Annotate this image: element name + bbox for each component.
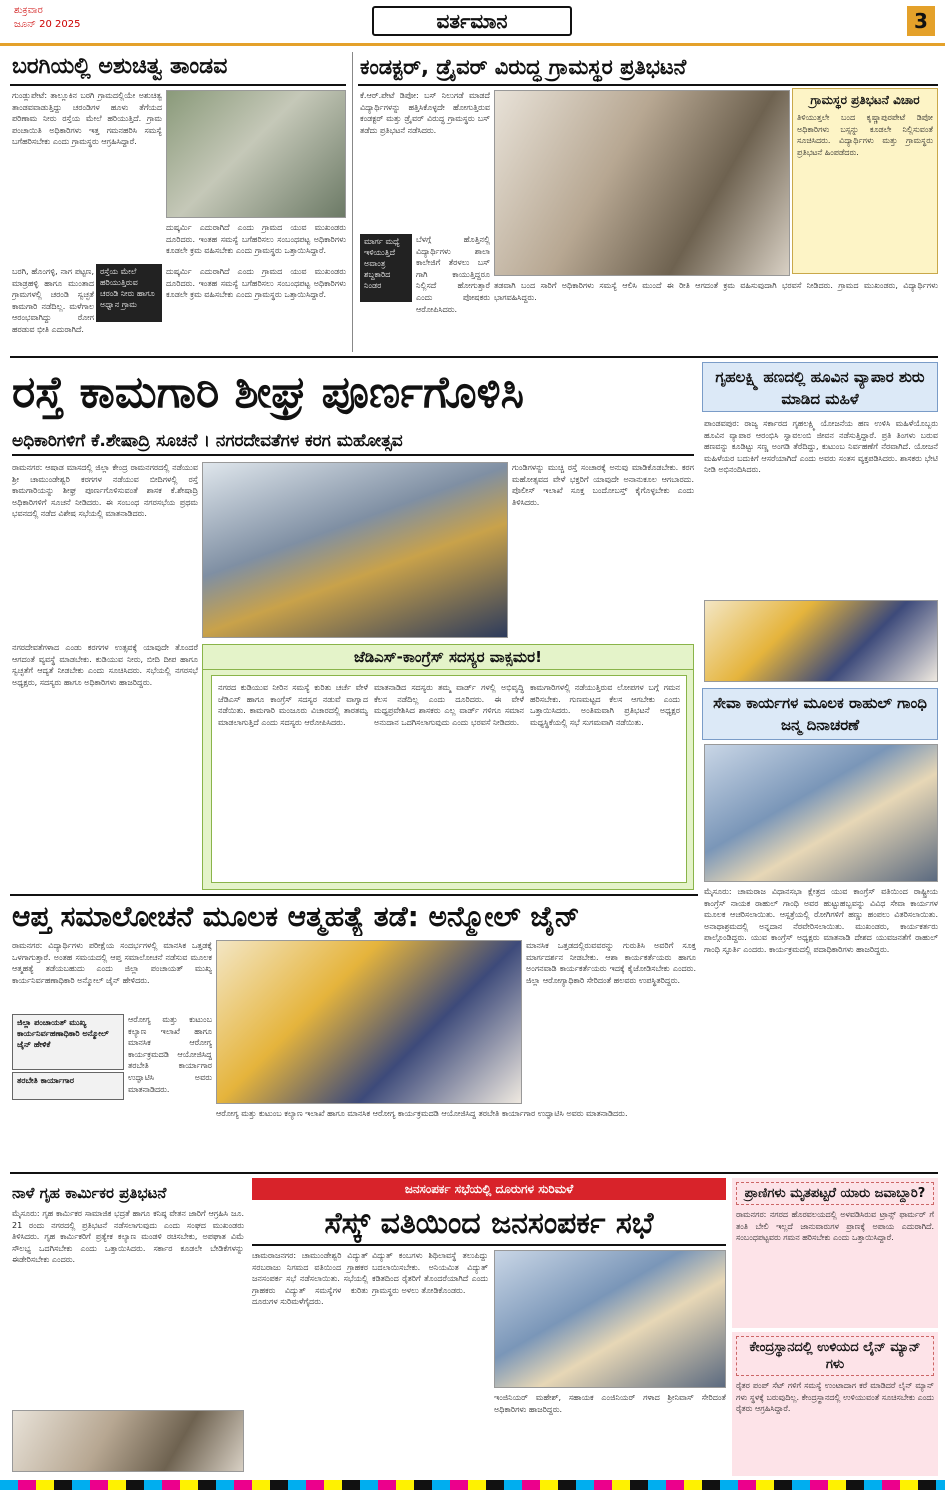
story5-photo xyxy=(704,744,938,882)
story10-headline: ಕೇಂದ್ರಸ್ಥಾನದಲ್ಲಿ ಉಳಿಯದ ಲೈನ್ ಮ್ಯಾನ್ ಗಳು xyxy=(736,1336,934,1376)
story6-caption: ಜಿಲ್ಲಾ ಪಂಚಾಯತ್ ಮುಖ್ಯ ಕಾರ್ಯನಿರ್ವಹಣಾಧಿಕಾರಿ ಅನ್ಮೋಲ್ ಜೈನ್ ಹೇಳಿಕೆ xyxy=(12,1014,124,1070)
page-number: 3 xyxy=(907,6,935,36)
story10-body: ರೈತರ ಪಂಪ್ ಸೆಟ್ ಗಳಿಗೆ ಸಮಸ್ಯೆ ಉಂಟಾದಾಗ ಕರೆ ಮಾಡಿದರೆ ಲೈನ್ ಮ್ಯಾನ್ ಗಳು ಸ್ಥಳಕ್ಕೆ ಬರುವುದಿಲ್ಲ. ಕೇಂದ್ರಸ್ಥಾನದಲ್ಲಿ ಉಳಿಯುವಂತೆ ಸೂಚಿಸಬೇಕು ಎಂದು ರೈತರು ಆಗ್ರಹಿಸಿದ್ದಾರೆ. xyxy=(736,1381,934,1414)
story9-box xyxy=(732,1178,938,1328)
story7-photo xyxy=(12,1410,244,1472)
story1-body-b: ಬರಗಿ, ಹೊಂಗಳ್ಳಿ, ನಾಗ ಪಟ್ಟಣ, ಮಾಡ್ರಹಳ್ಳಿ ಹಾಗೂ ಮುಂತಾದ ಗ್ರಾಮಗಳಲ್ಲಿ ಚರಂಡಿ ಸ್ವಚ್ಛತೆ ಕಾಮಗಾರಿ ನಡೆದಿಲ್ಲ. ಮಳೆಗಾಲ ಆರಂಭವಾಗಿದ್ದು ರೋಗ ಹರಡುವ ಭೀತಿ ಎದುರಾಗಿದೆ. xyxy=(12,267,94,334)
story3-meeting-photo xyxy=(202,462,508,638)
jds-col-2: ಮಾತನಾಡಿದ ಸದಸ್ಯರು ತಮ್ಮ ವಾರ್ಡ್ ಗಳಲ್ಲಿ ಅಭಿವೃದ್ಧಿ ಕೆಲಸ ನಡೆದಿಲ್ಲ ಎಂದು ದೂರಿದರು. ಈ ವೇಳೆ ಮಧ್ಯಪ್ರವೇಶಿಸಿದ ಶಾಸಕರು ಎಲ್ಲ ವಾರ್ಡ್ ಗಳಿಗೂ ಸಮಾನ ಅನುದಾನ ಒದಗಿಸಲಾಗುವುದು ಎಂದು ಭರವಸೆ ನೀಡಿದರು. xyxy=(374,683,524,727)
story8-caption: ಇಂಜಿನಿಯರ್ ಮಹೇಶ್, ಸಹಾಯಕ ಎಂಜಿನಿಯರ್ ಗಳಾದ ಶ್ರೀನಿವಾಸ್ ಸೇರಿದಂತೆ ಅಧಿಕಾರಿಗಳು ಹಾಜರಿದ್ದರು. xyxy=(494,1393,726,1414)
masthead-title: ವರ್ತಮಾನ xyxy=(372,6,572,36)
story1-body-c-lead: ದುಷ್ಕರ್ಮಿ ಎದುರಾಗಿದೆ ಎಂದು ಗ್ರಾಮದ ಯುವ ಮುಖಂಡರು ದೂರಿದರು. ಇಂತಹ ಸಮಸ್ಯೆ ಬಗೆಹರಿಸಲು ಸಂಬಂಧಪಟ್ಟ ಅಧಿಕಾರಿಗಳು ಕೂಡಲೇ ಕ್ರಮ ವಹಿಸಬೇಕು ಎಂದು ಗ್ರಾಮಸ್ಥರು ಒತ್ತಾಯಿಸಿದ್ದಾರೆ. xyxy=(166,223,346,256)
story4-header-box xyxy=(702,362,938,412)
section-rule-2 xyxy=(10,894,698,896)
story6-headline: ಆಪ್ತ ಸಮಾಲೋಚನೆ ಮೂಲಕ ಆತ್ಮಹತ್ಯೆ ತಡೆ: ಅನ್ಮೋಲ್ ಜೈನ್ xyxy=(12,900,580,933)
story2-box xyxy=(792,88,938,274)
story6-caption2: ತರಬೇತಿ ಕಾರ್ಯಾಗಾರ xyxy=(12,1072,124,1100)
story3-body-c: ಗುಂಡಿಗಳನ್ನು ಮುಚ್ಚಿ ರಸ್ತೆ ಸಂಚಾರಕ್ಕೆ ಅನುವು ಮಾಡಿಕೊಡಬೇಕು. ಕರಗ ಮಹೋತ್ಸವದ ವೇಳೆ ಭಕ್ತರಿಗೆ ಯಾವುದೇ ಅನಾನುಕೂಲ ಆಗಬಾರದು. ಪೊಲೀಸ್ ಇಲಾಖೆ ಸೂಕ್ತ ಬಂದೋಬಸ್ತ್ ಕೈಗೊಳ್ಳಬೇಕು ಎಂದು ತಿಳಿಸಿದರು. xyxy=(512,463,694,507)
jds-col-3: ಕಾಮಗಾರಿಗಳಲ್ಲಿ ನಡೆಯುತ್ತಿರುವ ಲೋಪಗಳ ಬಗ್ಗೆ ಗಮನ ಹರಿಸಬೇಕು. ಗುಣಮಟ್ಟದ ಕೆಲಸ ಆಗಬೇಕು ಎಂದು ಒತ್ತಾಯಿಸಿದರು. ಅಂತಿಮವಾಗಿ ಪ್ರತಿಭಟನೆ ಅಧ್ಯಕ್ಷರ ಮಧ್ಯಸ್ಥಿಕೆಯಲ್ಲಿ ಸಭೆ ಸುಗಮವಾಗಿ ನಡೆಯಿತು. xyxy=(530,683,680,727)
story1-headline: ಬರಗಿಯಲ್ಲಿ ಅಶುಚಿತ್ವ ತಾಂಡವ xyxy=(12,54,228,79)
story8-photo xyxy=(494,1250,726,1388)
story4-headline: ಗೃಹಲಕ್ಷ್ಮಿ ಹಣದಲ್ಲಿ ಹೂವಿನ ವ್ಯಾಪಾರ ಶುರು ಮಾಡಿದ ಮಹಿಳೆ xyxy=(715,368,925,408)
story6-body-b-cont: ಆರೋಗ್ಯ ಮತ್ತು ಕುಟುಂಬ ಕಲ್ಯಾಣ ಇಲಾಖೆ ಹಾಗೂ ಮಾನಸಿಕ ಆರೋಗ್ಯ ಕಾರ್ಯಕ್ರಮದಡಿ ಆಯೋಜಿಸಿದ್ದ ತರಬೇತಿ ಕಾರ್ಯಾಗಾರ ಉದ್ಘಾಟಿಸಿ ಅವರು ಮಾತನಾಡಿದರು. xyxy=(216,1109,628,1118)
story1-road-photo xyxy=(166,90,346,218)
story5-body: ಮೈಸೂರು: ಚಾಮರಾಜ ವಿಧಾನಸಭಾ ಕ್ಷೇತ್ರದ ಯುವ ಕಾಂಗ್ರೆಸ್ ವತಿಯಿಂದ ರಾಷ್ಟ್ರೀಯ ಕಾಂಗ್ರೆಸ್ ನಾಯಕ ರಾಹುಲ್ ಗಾಂಧಿ ಅವರ ಹುಟ್ಟುಹಬ್ಬವನ್ನು ವಿವಿಧ ಸೇವಾ ಕಾರ್ಯಗಳ ಮೂಲಕ ಆಚರಿಸಲಾಯಿತು. ಆಸ್ಪತ್ರೆಯಲ್ಲಿ ರೋಗಿಗಳಿಗೆ ಹಣ್ಣು ಹಂಪಲು ವಿತರಿಸಲಾಯಿತು. ಅನಾಥಾಶ್ರಮದಲ್ಲಿ ಅನ್ನದಾನ ನೆರವೇರಿಸಲಾಯಿತು. ಮುಖಂಡರು, ಕಾರ್ಯಕರ್ತರು ಪಾಲ್ಗೊಂಡಿದ್ದರು. ಯುವ ಕಾಂಗ್ರೆಸ್ ಅಧ್ಯಕ್ಷರು ಮಾತನಾಡಿ ದೇಶದ ಯುವಜನತೆಗೆ ರಾಹುಲ್ ಗಾಂಧಿ ಸ್ಫೂರ್ತಿ ಎಂದರು. ಕಾರ್ಯಕ್ರಮದಲ್ಲಿ ಪದಾಧಿಕಾರಿಗಳು ಹಾಜರಿದ್ದರು. xyxy=(704,887,938,954)
story3-body-b: ನಗರದೇವತೆಗಳಾದ ಎಂಡು ಕರಗಗಳ ಉತ್ಸವಕ್ಕೆ ಯಾವುದೇ ತೊಂದರೆ ಆಗದಂತೆ ವ್ಯವಸ್ಥೆ ಮಾಡಬೇಕು. ಕುಡಿಯುವ ನೀರು, ಬೀದಿ ದೀಪ ಹಾಗೂ ಸ್ವಚ್ಛತೆಗೆ ಆದ್ಯತೆ ನೀಡಬೇಕು ಎಂದು ಸೂಚಿಸಿದರು. ಸಭೆಯಲ್ಲಿ ನಗರಸಭೆ ಅಧ್ಯಕ್ಷರು, ಸದಸ್ಯರು ಹಾಗೂ ಅಧಿಕಾರಿಗಳು ಹಾಜರಿದ್ದರು. xyxy=(12,643,198,687)
column-divider xyxy=(352,52,353,352)
story7-body: ಮೈಸೂರು: ಗೃಹ ಕಾರ್ಮಿಕರ ಸಾಮಾಜಿಕ ಭದ್ರತೆ ಹಾಗೂ ಕನಿಷ್ಠ ವೇತನ ಜಾರಿಗೆ ಆಗ್ರಹಿಸಿ ಜೂ. 21 ರಂದು ನಗರದಲ್ಲಿ ಪ್ರತಿಭಟನೆ ನಡೆಸಲಾಗುವುದು ಎಂದು ಸಂಘದ ಮುಖಂಡರು ತಿಳಿಸಿದರು. ಗೃಹ ಕಾರ್ಮಿಕರಿಗೆ ಪ್ರತ್ಯೇಕ ಕಲ್ಯಾಣ ಮಂಡಳಿ ರಚಿಸಬೇಕು, ಅಪಘಾತ ವಿಮೆ ಸೌಲಭ್ಯ ಒದಗಿಸಬೇಕು ಎಂದು ಒತ್ತಾಯಿಸಿದರು. ಸರ್ಕಾರ ಕೂಡಲೇ ಬೇಡಿಕೆಗಳನ್ನು ಈಡೇರಿಸಬೇಕು ಎಂದರು. xyxy=(12,1209,244,1265)
story6-photo xyxy=(216,940,522,1104)
story8-headline: ಸೆಸ್ಕ್ ವತಿಯಿಂದ ಜನಸಂಪರ್ಕ ಸಭೆ xyxy=(252,1202,726,1246)
jds-box xyxy=(202,644,694,890)
story1-body-a: ಗುಂಡ್ಲುಪೇಟೆ: ತಾಲ್ಲೂಕಿನ ಬರಗಿ ಗ್ರಾಮದಲ್ಲಿಯೇ ಅಶುಚಿತ್ವ ತಾಂಡವವಾಡುತ್ತಿದ್ದು ಚರಂಡಿಗಳ ಹೂಳು ತೆಗೆಯದ ಪರಿಣಾಮ ನೀರು ರಸ್ತೆಯ ಮೇಲೆ ಹರಿಯುತ್ತಿದೆ. ಗ್ರಾಮ ಪಂಚಾಯಿತಿ ಅಧಿಕಾರಿಗಳು ಇತ್ತ ಗಮನಹರಿಸಿ ಸಮಸ್ಯೆ ಬಗೆಹರಿಸಬೇಕು ಎಂದು ಗ್ರಾಮಸ್ಥರು ಆಗ್ರಹಿಸಿದ್ದಾರೆ. xyxy=(12,91,162,147)
story6-body-b: ಆರೋಗ್ಯ ಮತ್ತು ಕುಟುಂಬ ಕಲ್ಯಾಣ ಇಲಾಖೆ ಹಾಗೂ ಮಾನಸಿಕ ಆರೋಗ್ಯ ಕಾರ್ಯಕ್ರಮದಡಿ ಆಯೋಜಿಸಿದ್ದ ತರಬೇತಿ ಕಾರ್ಯಾಗಾರ ಉದ್ಘಾಟಿಸಿ ಅವರು ಮಾತನಾಡಿದರು. xyxy=(128,1015,212,1094)
story1-rule xyxy=(10,84,346,86)
story2-protest-photo xyxy=(494,90,790,276)
story2-body-b: ಬೆಳಗ್ಗೆ ಹೊತ್ತಿನಲ್ಲಿ ವಿದ್ಯಾರ್ಥಿಗಳು ಶಾಲಾ ಕಾಲೇಜಿಗೆ ತೆರಳಲು ಬಸ್ ಗಾಗಿ ಕಾಯುತ್ತಿದ್ದರೂ ನಿಲ್ಲಿಸದೆ ಹೋಗುತ್ತಾರೆ ಎಂದು ಪೋಷಕರು ಆರೋಪಿಸಿದರು. xyxy=(416,235,490,314)
story2-body-c: ತಡವಾಗಿ ಬಂದ ಸಾರಿಗೆ ಅಧಿಕಾರಿಗಳು ಸಮಸ್ಯೆ ಆಲಿಸಿ ಮುಂದೆ ಈ ರೀತಿ ಆಗದಂತೆ ಕ್ರಮ ವಹಿಸುವುದಾಗಿ ಭರವಸೆ ನೀಡಿದರು. ಗ್ರಾಮದ ಮುಖಂಡರು, ವಿದ್ಯಾರ್ಥಿಗಳು ಭಾಗವಹಿಸಿದ್ದರು. xyxy=(494,281,938,302)
story2-box-body: ತಿಳಿಯುತ್ತಲೇ ಬಂದ ಕೃಷ್ಣಾಪುರಪೇಟೆ ಡಿಪೋ ಅಧಿಕಾರಿಗಳು ಬಸ್ಸನ್ನು ಕೂಡಲೇ ನಿಲ್ಲಿಸುವಂತೆ ಸೂಚಿಸಿದರು. ವಿದ್ಯಾರ್ಥಿಗಳು ಮತ್ತು ಗ್ರಾಮಸ್ಥರು ಪ್ರತಿಭಟನೆ ಹಿಂಪಡೆದರು. xyxy=(797,113,933,157)
story5-header-box xyxy=(702,688,938,740)
section-rule-3 xyxy=(10,1172,938,1174)
story8-body-b: ವಿದ್ಯುತ್ ಕಂಬಗಳು ಶಿಥಿಲಾವಸ್ಥೆ ತಲುಪಿದ್ದು ಬದಲಾಯಿಸಬೇಕು. ಅನಿಯಮಿತ ವಿದ್ಯುತ್ ಕಡಿತದಿಂದ ರೈತರಿಗೆ ತೊಂದರೆಯಾಗಿದೆ ಎಂದು ಗ್ರಾಮಸ್ಥರು ಅಳಲು ತೋಡಿಕೊಂಡರು. xyxy=(372,1251,488,1295)
story2-box-title: ಗ್ರಾಮಸ್ಥರ ಪ್ರತಿಭಟನೆ ವಿಚಾರ xyxy=(810,93,920,107)
story4-body: ಪಾಂಡವಪುರ: ರಾಜ್ಯ ಸರ್ಕಾರದ ಗೃಹಲಕ್ಷ್ಮಿ ಯೋಜನೆಯ ಹಣ ಉಳಿಸಿ ಮಹಿಳೆಯೊಬ್ಬರು ಹೂವಿನ ವ್ಯಾಪಾರ ಆರಂಭಿಸಿ ಸ್ವಾವಲಂಬಿ ಜೀವನ ನಡೆಸುತ್ತಿದ್ದಾರೆ. ಪ್ರತಿ ತಿಂಗಳು ಬರುವ ಹಣವನ್ನು ಕೂಡಿಟ್ಟು ಸಣ್ಣ ಅಂಗಡಿ ತೆರೆದಿದ್ದು, ಕುಟುಂಬ ನಿರ್ವಹಣೆಗೆ ನೆರವಾಗಿದೆ. ಯೋಜನೆ ಮಹಿಳೆಯರ ಬದುಕಿಗೆ ಆಸರೆಯಾಗಿದೆ ಎಂದು ಅವರು ಸಂತಸ ವ್ಯಕ್ತಪಡಿಸಿದರು. ಶಾಸಕರು ಭೇಟಿ ನೀಡಿ ಅಭಿನಂದಿಸಿದರು. xyxy=(704,419,938,475)
story1-caption: ರಸ್ತೆಯ ಮೇಲೆ ಹರಿಯುತ್ತಿರುವ ಚರಂಡಿ ನೀರು ಹಾಗೂ ಅಧ್ವಾನ ಗ್ರಾಮ xyxy=(96,264,162,322)
story1-body-c: ದುಷ್ಕರ್ಮಿ ಎದುರಾಗಿದೆ ಎಂದು ಗ್ರಾಮದ ಯುವ ಮುಖಂಡರು ದೂರಿದರು. ಇಂತಹ ಸಮಸ್ಯೆ ಬಗೆಹರಿಸಲು ಸಂಬಂಧಪಟ್ಟ ಅಧಿಕಾರಿಗಳು ಕೂಡಲೇ ಕ್ರಮ ವಹಿಸಬೇಕು ಎಂದು ಗ್ರಾಮಸ್ಥರು ಒತ್ತಾಯಿಸಿದ್ದಾರೆ. xyxy=(166,267,346,300)
masthead-date xyxy=(14,4,80,32)
story10-box xyxy=(732,1332,938,1476)
section-rule-1 xyxy=(10,356,938,358)
story5-headline: ಸೇವಾ ಕಾರ್ಯಗಳ ಮೂಲಕ ರಾಹುಲ್ ಗಾಂಧಿ ಜನ್ಮ ದಿನಾಚರಣೆ xyxy=(713,694,927,734)
story7-headline: ನಾಳೆ ಗೃಹ ಕಾರ್ಮಿಕರ ಪ್ರತಿಭಟನೆ xyxy=(12,1184,167,1202)
story3-body-a: ರಾಮನಗರ: ಆಷಾಡ ಮಾಸದಲ್ಲಿ ಜಿಲ್ಲಾ ಕೇಂದ್ರ ರಾಮನಗರದಲ್ಲಿ ನಡೆಯುವ ಶ್ರೀ ಚಾಮುಂಡೇಶ್ವರಿ ಕರಗಗಳ ನಡೆಯುವ ಬೀದಿಗಳಲ್ಲಿ ರಸ್ತೆ ಕಾಮಗಾರಿಯನ್ನು ಶೀಘ್ರ ಪೂರ್ಣಗೊಳಿಸುವಂತೆ ಶಾಸಕ ಕೆ.ಶೇಷಾದ್ರಿ ಅಧಿಕಾರಿಗಳಿಗೆ ಸೂಚನೆ ನೀಡಿದರು. ಈ ಸಂಬಂಧ ನಗರಸಭೆಯ ಪ್ರಥಮ ಭವನದಲ್ಲಿ ನಡೆದ ವಿಶೇಷ ಸಭೆಯಲ್ಲಿ ಮಾತನಾಡಿದರು. xyxy=(12,463,198,519)
story8-body-a: ಚಾಮರಾಜನಗರ: ಚಾಮುಂಡೇಶ್ವರಿ ವಿದ್ಯುತ್ ಸರಬರಾಜು ನಿಗಮದ ವತಿಯಿಂದ ಗ್ರಾಹಕರ ಜನಸಂಪರ್ಕ ಸಭೆ ನಡೆಸಲಾಯಿತು. ಸಭೆಯಲ್ಲಿ ಗ್ರಾಹಕರು ವಿದ್ಯುತ್ ಸಮಸ್ಯೆಗಳ ಕುರಿತು ದೂರುಗಳ ಸುರಿಮಳೆಗೈದರು. xyxy=(252,1251,368,1307)
story3-subhead: ಅಧಿಕಾರಿಗಳಿಗೆ ಕೆ.ಶೇಷಾದ್ರಿ ಸೂಚನೆ । ನಗರದೇವತೆಗಳ ಕರಗ ಮಹೋತ್ಸವ xyxy=(12,426,694,456)
story6-body-a: ರಾಮನಗರ: ವಿದ್ಯಾರ್ಥಿಗಳು ಪರೀಕ್ಷೆಯ ಸಂದರ್ಭಗಳಲ್ಲಿ ಮಾನಸಿಕ ಒತ್ತಡಕ್ಕೆ ಒಳಗಾಗುತ್ತಾರೆ. ಅಂತಹ ಸಮಯದಲ್ಲಿ ಆಪ್ತ ಸಮಾಲೋಚನೆ ನಡೆಸುವ ಮೂಲಕ ಆತ್ಮಹತ್ಯೆ ತಡೆಯಬಹುದು ಎಂದು ಜಿಲ್ಲಾ ಪಂಚಾಯತ್ ಮುಖ್ಯ ಕಾರ್ಯನಿರ್ವಹಣಾಧಿಕಾರಿ ಅನ್ಮೋಲ್ ಜೈನ್ ಹೇಳಿದರು. xyxy=(12,941,212,985)
story2-headline: ಕಂಡಕ್ಟರ್, ಡ್ರೈವರ್ ವಿರುದ್ಧ ಗ್ರಾಮಸ್ಥರ ಪ್ರತಿಭಟನೆ xyxy=(360,55,687,79)
story4-photo xyxy=(704,600,938,682)
story2-body-a: ಕೆ.ಆರ್.ಪೇಟೆ ಡಿಪೋ: ಬಸ್ ನಿಲುಗಡೆ ಮಾಡದೆ ವಿದ್ಯಾರ್ಥಿಗಳನ್ನು ಹತ್ತಿಸಿಕೊಳ್ಳದೇ ಹೋಗುತ್ತಿರುವ ಕಂಡಕ್ಟರ್ ಮತ್ತು ಡ್ರೈವರ್ ವಿರುದ್ಧ ಗ್ರಾಮಸ್ಥರು ಬಸ್ ತಡೆದು ಪ್ರತಿಭಟನೆ ನಡೆಸಿದರು. xyxy=(360,91,490,135)
print-color-bar xyxy=(0,1480,945,1490)
masthead-date-text: ಜೂನ್ 20 2025 xyxy=(14,19,81,30)
masthead-day: ಶುಕ್ರವಾರ xyxy=(14,5,43,16)
story9-headline: ಪ್ರಾಣಿಗಳು ಮೃತಪಟ್ಟರೆ ಯಾರು ಜವಾಬ್ದಾರಿ? xyxy=(736,1182,934,1205)
story9-body: ರಾಮನಗರ: ನಗರದ ಹೊರವಲಯದಲ್ಲಿ ಅಳವಡಿಸಿರುವ ಟ್ರಾನ್ಸ್ ಫಾರ್ಮರ್ ಗೆ ತಂತಿ ಬೇಲಿ ಇಲ್ಲದೆ ಜಾನುವಾರುಗಳ ಪ್ರಾಣಕ್ಕೆ ಅಪಾಯ ಎದುರಾಗಿದೆ. ಸಂಬಂಧಪಟ್ಟವರು ಗಮನ ಹರಿಸಬೇಕು ಎಂದು ಒತ್ತಾಯಿಸಿದ್ದಾರೆ. xyxy=(736,1210,934,1243)
jds-col-1: ನಗರದ ಕುಡಿಯುವ ನೀರಿನ ಸಮಸ್ಯೆ ಕುರಿತು ಚರ್ಚೆ ವೇಳೆ ಜೆಡಿಎಸ್ ಹಾಗೂ ಕಾಂಗ್ರೆಸ್ ಸದಸ್ಯರ ನಡುವೆ ವಾಗ್ವಾದ ನಡೆಯಿತು. ಕಾಮಗಾರಿ ಮಂಜೂರು ವಿಚಾರದಲ್ಲಿ ತಾರತಮ್ಯ ಮಾಡಲಾಗುತ್ತಿದೆ ಎಂದು ಸದಸ್ಯರು ಆರೋಪಿಸಿದರು. xyxy=(218,683,368,727)
story6-body-c: ಮಾನಸಿಕ ಒತ್ತಡದಲ್ಲಿರುವವರನ್ನು ಗುರುತಿಸಿ ಅವರಿಗೆ ಸೂಕ್ತ ಮಾರ್ಗದರ್ಶನ ನೀಡಬೇಕು. ಆಶಾ ಕಾರ್ಯಕರ್ತೆಯರು ಹಾಗೂ ಅಂಗನವಾಡಿ ಕಾರ್ಯಕರ್ತೆಯರು ಇದಕ್ಕೆ ಕೈಜೋಡಿಸಬೇಕು ಎಂದರು. ಜಿಲ್ಲಾ ಆರೋಗ್ಯಾಧಿಕಾರಿ ಸೇರಿದಂತೆ ಹಲವರು ಉಪಸ್ಥಿತರಿದ್ದರು. xyxy=(526,941,696,985)
story8-strip: ಜನಸಂಪರ್ಕ ಸಭೆಯಲ್ಲಿ ದೂರುಗಳ ಸುರಿಮಳೆ xyxy=(252,1178,726,1200)
jds-box-inner xyxy=(211,675,687,883)
jds-box-title: ಜೆಡಿಎಸ್-ಕಾಂಗ್ರೆಸ್ ಸದಸ್ಯರ ವಾಕ್ಸಮರ! xyxy=(203,645,693,670)
story2-rule xyxy=(358,84,938,86)
story2-sub-caption: ಮಾರ್ಗ ಮಧ್ಯೆ ಇಳಿಯುತ್ತಿದೆ ಅವಾಂತ್ರ ಶಬ್ದಕಾರಿದ ನಿಂಡರ xyxy=(360,234,412,302)
story3-headline: ರಸ್ತೆ ಕಾಮಗಾರಿ ಶೀಘ್ರ ಪೂರ್ಣಗೊಳಿಸಿ xyxy=(12,367,524,418)
